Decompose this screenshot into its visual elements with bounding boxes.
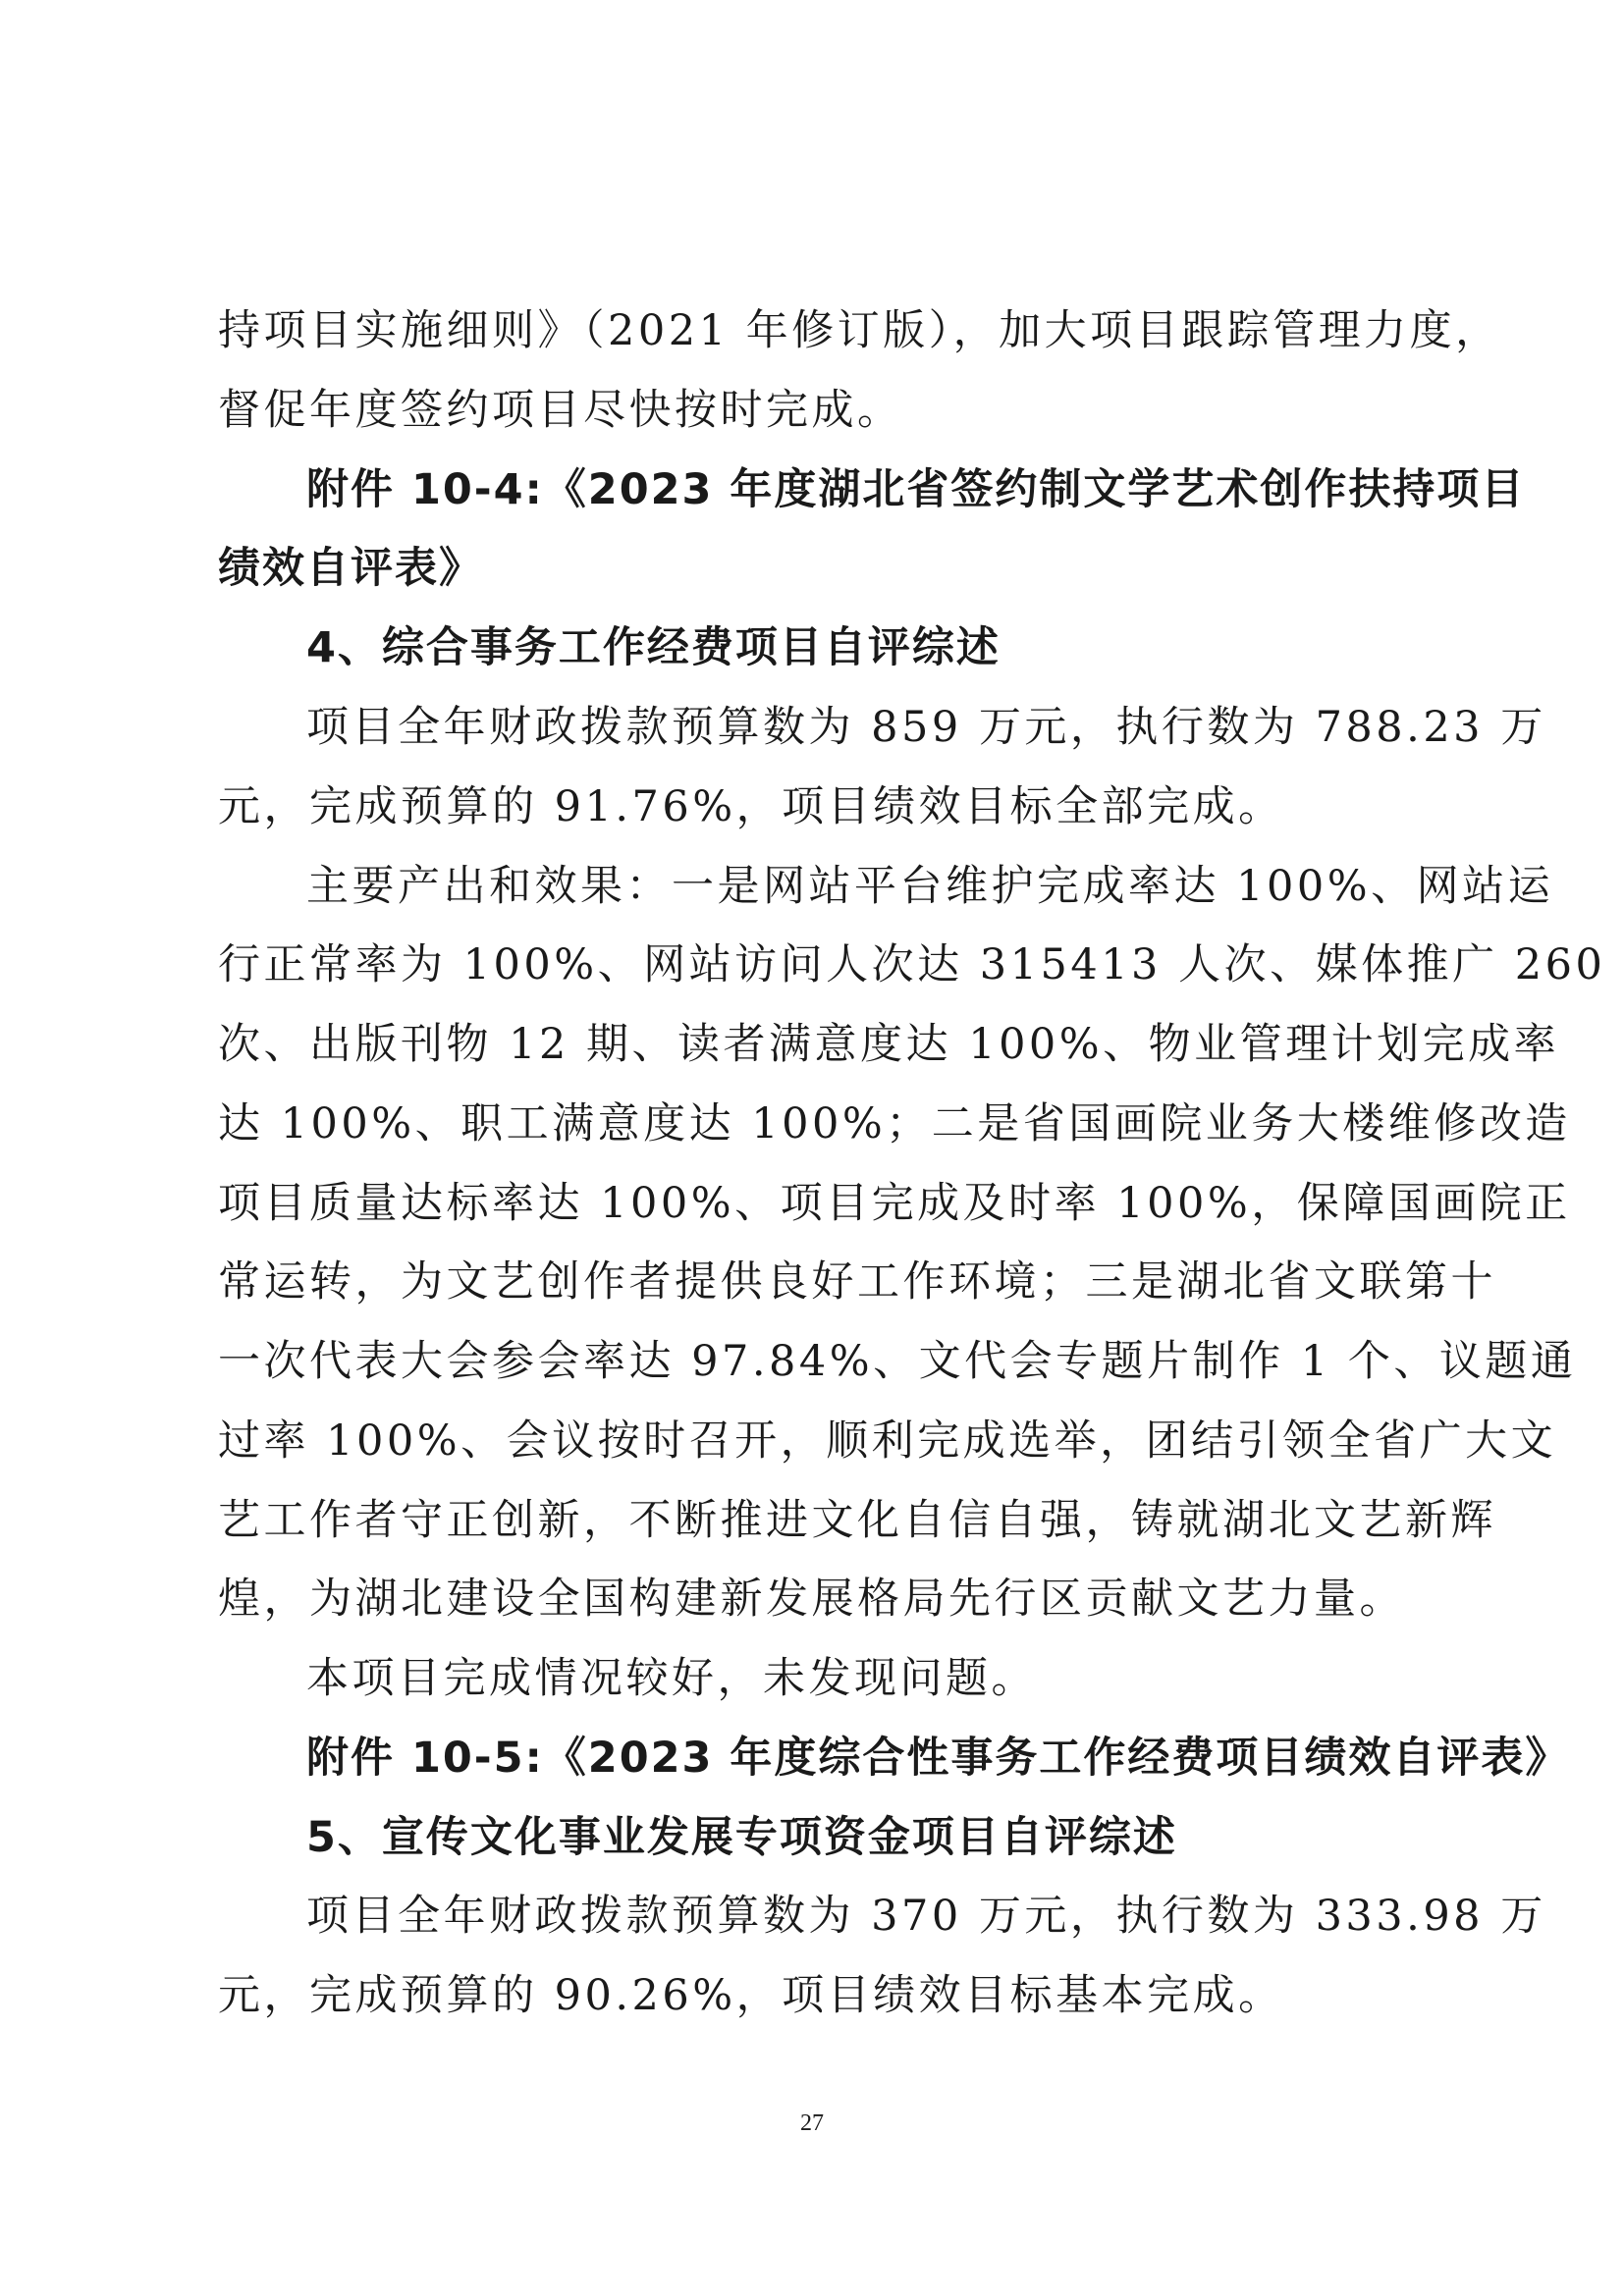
paragraph-line: 元，完成预算的 91.76%，项目绩效目标全部完成。 [218, 782, 1284, 831]
page-number: 27 [800, 2110, 824, 2136]
paragraph-line: 行正常率为 100%、网站访问人次达 315413 人次、媒体推广 260 [218, 940, 1606, 989]
paragraph-line: 督促年度签约项目尽快按时完成。 [218, 386, 903, 435]
paragraph-line: 艺工作者守正创新，不断推进文化自信自强，铸就湖北文艺新辉 [218, 1496, 1496, 1545]
appendix-title: 附件 10-4:《2023 年度湖北省签约制文学艺术创作扶持项目 [306, 465, 1526, 514]
appendix-title: 绩效自评表》 [218, 544, 483, 593]
paragraph-line: 一次代表大会参会率达 97.84%、文代会专题片制作 1 个、议题通 [218, 1337, 1577, 1386]
section-heading: 4、综合事务工作经费项目自评综述 [306, 623, 1001, 672]
paragraph-line: 常运转，为文艺创作者提供良好工作环境；三是湖北省文联第十 [218, 1257, 1496, 1307]
paragraph-line: 元，完成预算的 90.26%，项目绩效目标基本完成。 [218, 1971, 1284, 2020]
paragraph-line: 达 100%、职工满意度达 100%；二是省国画院业务大楼维修改造 [218, 1099, 1571, 1148]
section-heading: 5、宣传文化事业发展专项资金项目自评综述 [306, 1813, 1177, 1862]
paragraph-line: 项目全年财政拨款预算数为 859 万元，执行数为 788.23 万 [306, 703, 1546, 752]
appendix-title: 附件 10-5:《2023 年度综合性事务工作经费项目绩效自评表》 [306, 1734, 1570, 1783]
paragraph-line: 项目质量达标率达 100%、项目完成及时率 100%，保障国画院正 [218, 1179, 1571, 1228]
paragraph-line: 本项目完成情况较好，未发现问题。 [306, 1654, 1037, 1703]
paragraph-line: 煌，为湖北建设全国构建新发展格局先行区贡献文艺力量。 [218, 1575, 1405, 1624]
paragraph-line: 主要产出和效果：一是网站平台维护完成率达 100%、网站运 [306, 862, 1554, 911]
paragraph-line: 持项目实施细则》（2021 年修订版），加大项目跟踪管理力度， [218, 306, 1501, 355]
paragraph-line: 次、出版刊物 12 期、读者满意度达 100%、物业管理计划完成率 [218, 1020, 1560, 1069]
paragraph-line: 项目全年财政拨款预算数为 370 万元，执行数为 333.98 万 [306, 1892, 1546, 1941]
paragraph-line: 过率 100%、会议按时召开，顺利完成选举，团结引领全省广大文 [218, 1416, 1557, 1466]
